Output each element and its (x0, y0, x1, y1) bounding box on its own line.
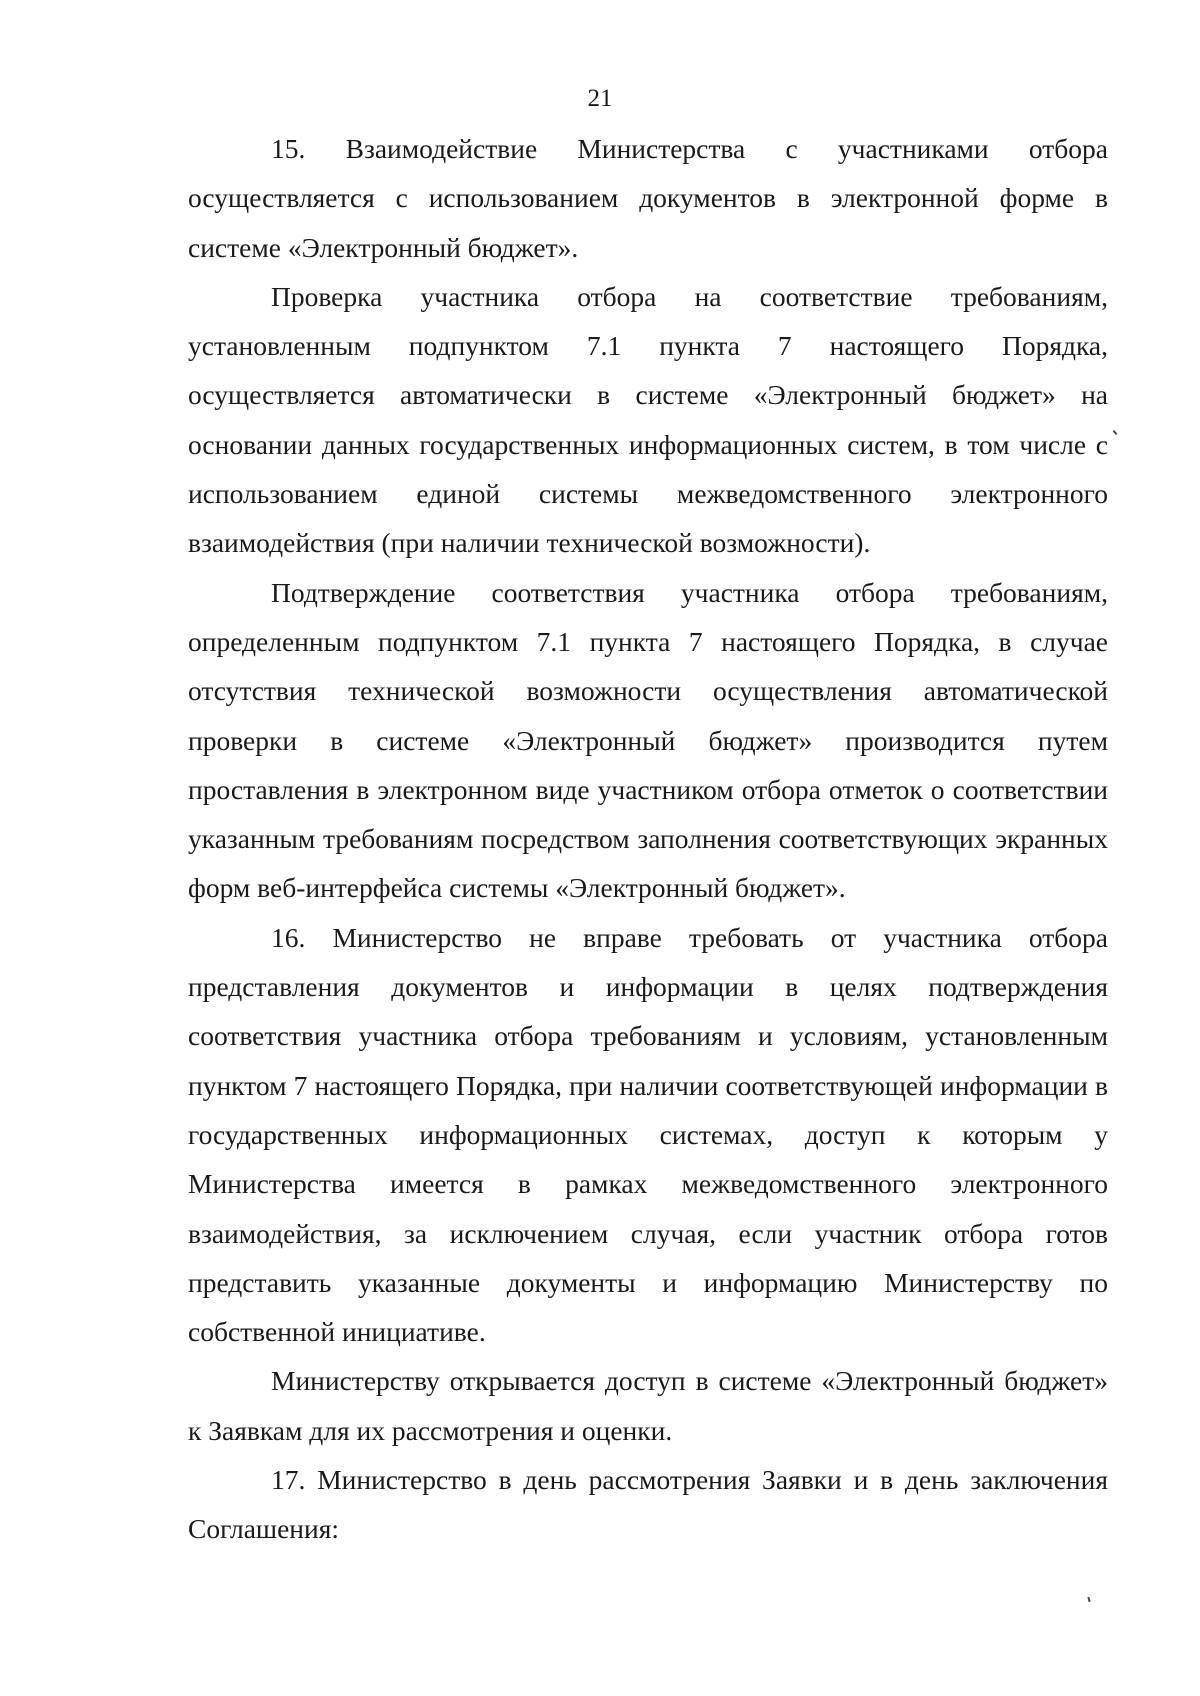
paragraph-verification: Проверка участника отбора на соответствие требованиям, установленным подпунктом 7.1 пункта 7 настоящего Порядка, осуществляется автоматически в системе «Электронный бюджет» на основании данных государственных информационных систем, в том числе с использованием единой системы межведомственного электронного взаимодействия (при наличии технической возможности). (188, 280, 1108, 559)
paragraph-item-15: 15. Взаимодействие Министерства с участниками отбора осуществляется с использованием документов в электронной форме в системе «Электронный бюджет». (188, 133, 1108, 263)
document-body (188, 124, 1108, 1554)
paragraph-item-16: 16. Министерство не вправе требовать от участника отбора представления документов и информации в целях подтверждения соответствия участника отбора требованиям и условиям, установленным пунктом 7 настоящего Порядка, при наличии соответствующей информации в государственных информационных системах, доступ к которым у Министерства имеется в рамках межведомственного электронного взаимодействия, за исключением случая, если участник отбора готов представить указанные документы и информацию Министерству по собственной инициативе. (188, 921, 1108, 1348)
paragraph-access: Министерству открывается доступ в системе «Электронный бюджет» к Заявкам для их рассмотрения и оценки. (188, 1365, 1108, 1446)
paragraph-item-17: 17. Министерство в день рассмотрения Заявки и в день заключения Соглашения: (188, 1464, 1108, 1545)
scan-artifact-mark (1113, 430, 1118, 435)
page-number: 21 (587, 85, 613, 112)
scan-artifact-mark (1087, 1597, 1090, 1602)
paragraph-confirmation: Подтверждение соответствия участника отбора требованиям, определенным подпунктом 7.1 пункта 7 настоящего Порядка, в случае отсутствия технической возможности осуществления автоматической проверки в системе «Электронный бюджет» производится путем проставления в электронном виде участником отбора отметок о соответствии указанным требованиям посредством заполнения соответствующих экранных форм веб-интерфейса системы «Электронный бюджет». (188, 576, 1108, 904)
